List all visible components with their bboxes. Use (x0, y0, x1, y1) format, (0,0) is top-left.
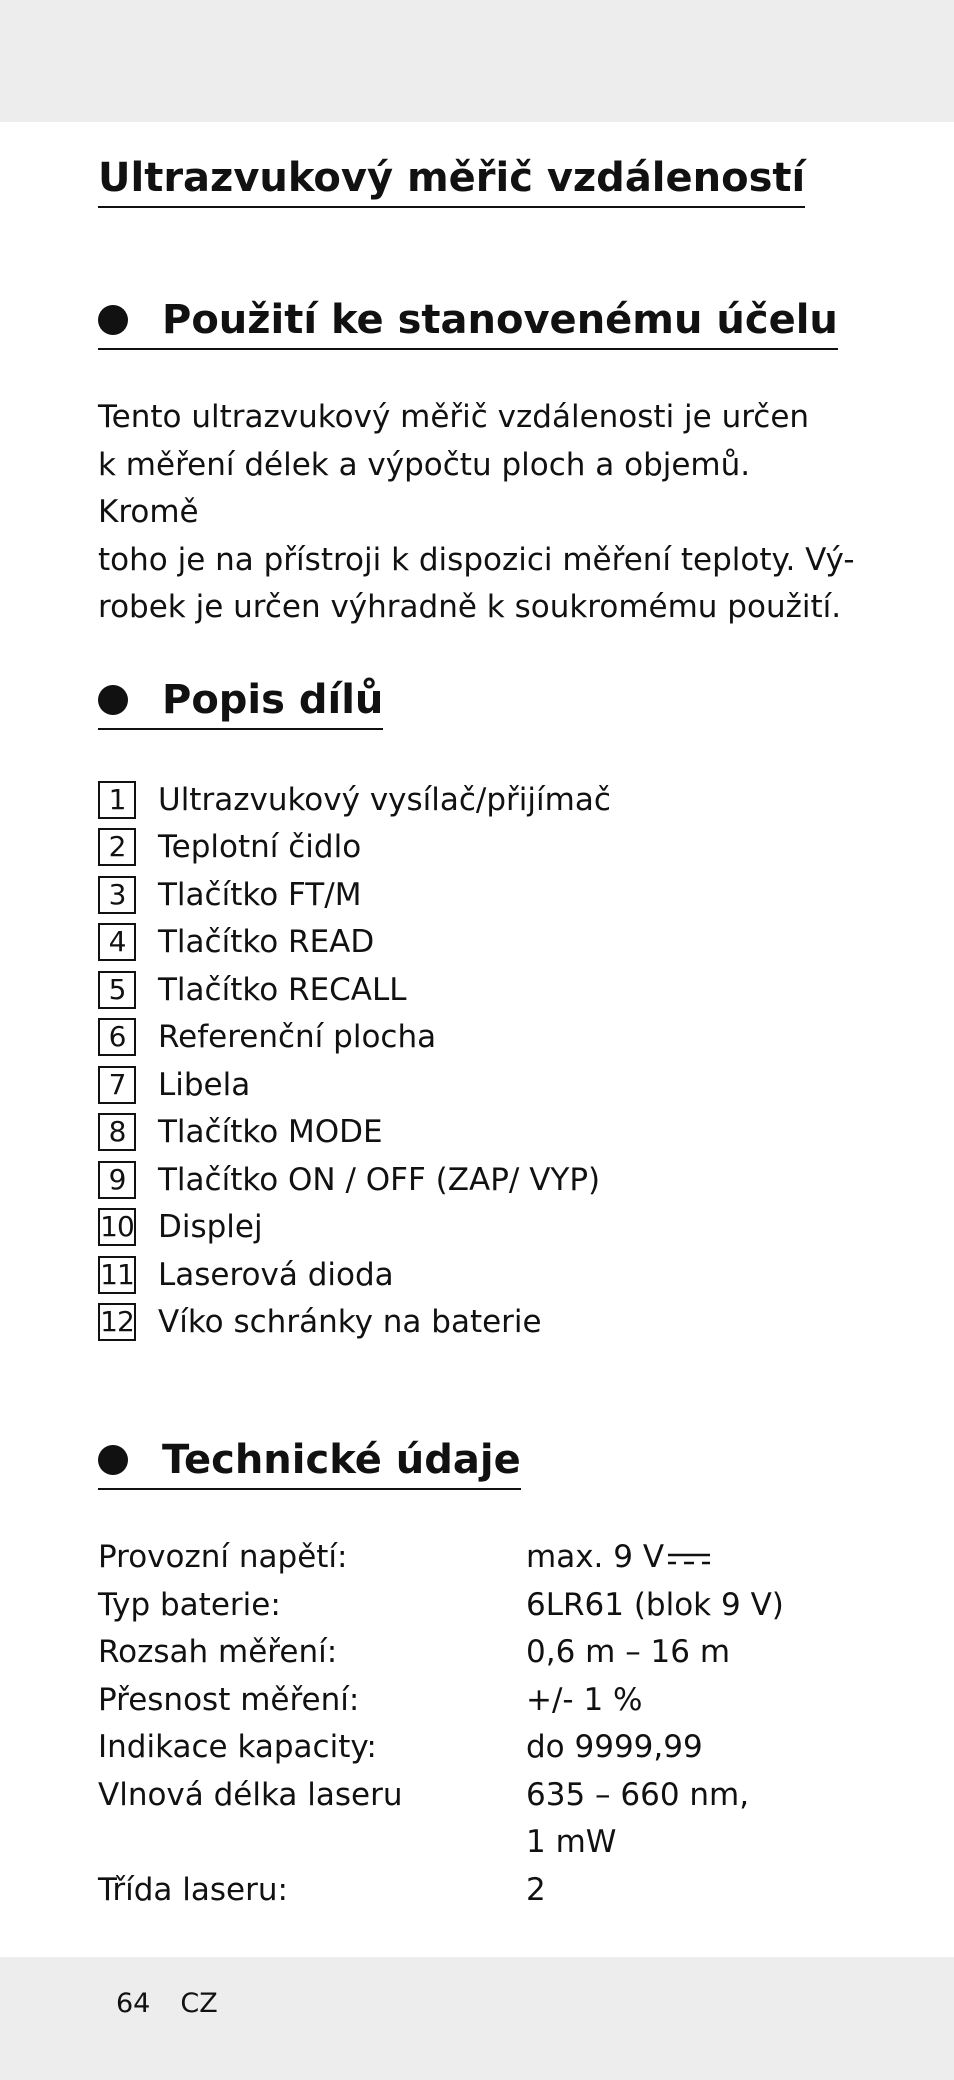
part-number-box: 9 (98, 1161, 136, 1199)
spec-label: Rozsah měření: (98, 1634, 338, 1670)
part-number-box: 11 (98, 1256, 136, 1294)
table-row (98, 1677, 826, 1725)
spec-label: Vlnová délka laseru (98, 1776, 403, 1813)
intended-use-paragraph (98, 394, 858, 632)
part-label: Displej (158, 1209, 263, 1246)
list-item (98, 776, 611, 824)
part-label: Teplotní čidlo (158, 829, 362, 866)
spec-label: Indikace kapacity: (98, 1729, 377, 1765)
part-number-box: 8 (98, 1113, 136, 1151)
parts-list (98, 776, 611, 1346)
bullet-icon (98, 1445, 128, 1475)
spec-label (98, 1819, 526, 1867)
part-label: Víko schránky na baterie (158, 1304, 542, 1341)
part-label: Ultrazvukový vysílač/přijímač (158, 781, 611, 818)
spec-label: Přesnost měření: (98, 1681, 360, 1718)
spec-value: do 9999,99 (526, 1729, 703, 1765)
part-number-box: 1 (98, 781, 136, 819)
part-label: Tlačítko MODE (158, 1114, 383, 1151)
section-heading-technical (98, 1432, 521, 1490)
section-heading-parts (98, 672, 383, 730)
part-label: Tlačítko READ (158, 924, 375, 961)
spec-value: 635 – 660 nm, (526, 1776, 750, 1813)
list-item (98, 1061, 611, 1109)
page-number: 64 (116, 1988, 151, 2019)
spec-value: 6LR61 (blok 9 V) (526, 1586, 784, 1623)
table-row (98, 1724, 826, 1772)
page-title: Ultrazvukový měřič vzdáleností (98, 150, 805, 208)
top-margin-band (0, 0, 954, 122)
spec-label: Třída laseru: (98, 1871, 288, 1908)
list-item (98, 1299, 611, 1347)
part-number-box: 12 (98, 1303, 136, 1341)
spec-value: 0,6 m – 16 m (526, 1634, 731, 1670)
spec-value: max. 9 V (526, 1539, 665, 1575)
spec-value-cell (526, 1534, 826, 1582)
part-number-box: 7 (98, 1066, 136, 1104)
list-item (98, 824, 611, 872)
part-label: Referenční plocha (158, 1019, 437, 1056)
spec-value: 1 mW (526, 1824, 617, 1860)
list-item (98, 1156, 611, 1204)
part-number-box: 4 (98, 923, 136, 961)
section-heading-text: Technické údaje (162, 1437, 521, 1483)
list-item (98, 919, 611, 967)
table-row (98, 1534, 826, 1582)
technical-specs-table (98, 1534, 826, 1914)
paragraph-line: toho je na přístroji k dispozici měření teploty. Vý- (98, 541, 855, 578)
section-heading-intended-use (98, 292, 838, 350)
paragraph-line: k měření délek a výpočtu ploch a objemů. Kromě (98, 446, 751, 530)
spec-label: Typ baterie: (98, 1586, 281, 1623)
spec-value: 2 (526, 1871, 546, 1908)
section-heading-text: Popis dílů (162, 677, 384, 723)
list-item (98, 871, 611, 919)
part-label: Tlačítko FT/M (158, 876, 362, 913)
paragraph-line: robek je určen výhradně k soukromému použití. (98, 589, 842, 625)
bullet-icon (98, 305, 128, 335)
part-number-box: 5 (98, 971, 136, 1009)
part-label: Tlačítko ON / OFF (ZAP/ VYP) (158, 1161, 601, 1198)
section-heading-text: Použití ke stanovenému účelu (162, 297, 838, 343)
table-row (98, 1819, 826, 1867)
table-row (98, 1867, 826, 1915)
spec-label: Provozní napětí: (98, 1539, 348, 1575)
part-label: Libela (158, 1066, 251, 1103)
bullet-icon (98, 685, 128, 715)
part-label: Tlačítko RECALL (158, 971, 407, 1008)
list-item (98, 1204, 611, 1252)
part-label: Laserová dioda (158, 1256, 394, 1293)
table-row (98, 1629, 826, 1677)
list-item (98, 1109, 611, 1157)
list-item (98, 1014, 611, 1062)
table-row (98, 1582, 826, 1630)
table-row (98, 1772, 826, 1820)
spec-value: +/- 1 % (526, 1681, 643, 1718)
list-item (98, 966, 611, 1014)
list-item (98, 1251, 611, 1299)
paragraph-line: Tento ultrazvukový měřič vzdálenosti je určen (98, 399, 810, 435)
part-number-box: 2 (98, 828, 136, 866)
part-number-box: 6 (98, 1018, 136, 1056)
dc-voltage-icon (666, 1549, 712, 1569)
part-number-box: 3 (98, 876, 136, 914)
part-number-box: 10 (98, 1208, 136, 1246)
language-code: CZ (180, 1988, 218, 2019)
page-footer (116, 1988, 218, 2019)
